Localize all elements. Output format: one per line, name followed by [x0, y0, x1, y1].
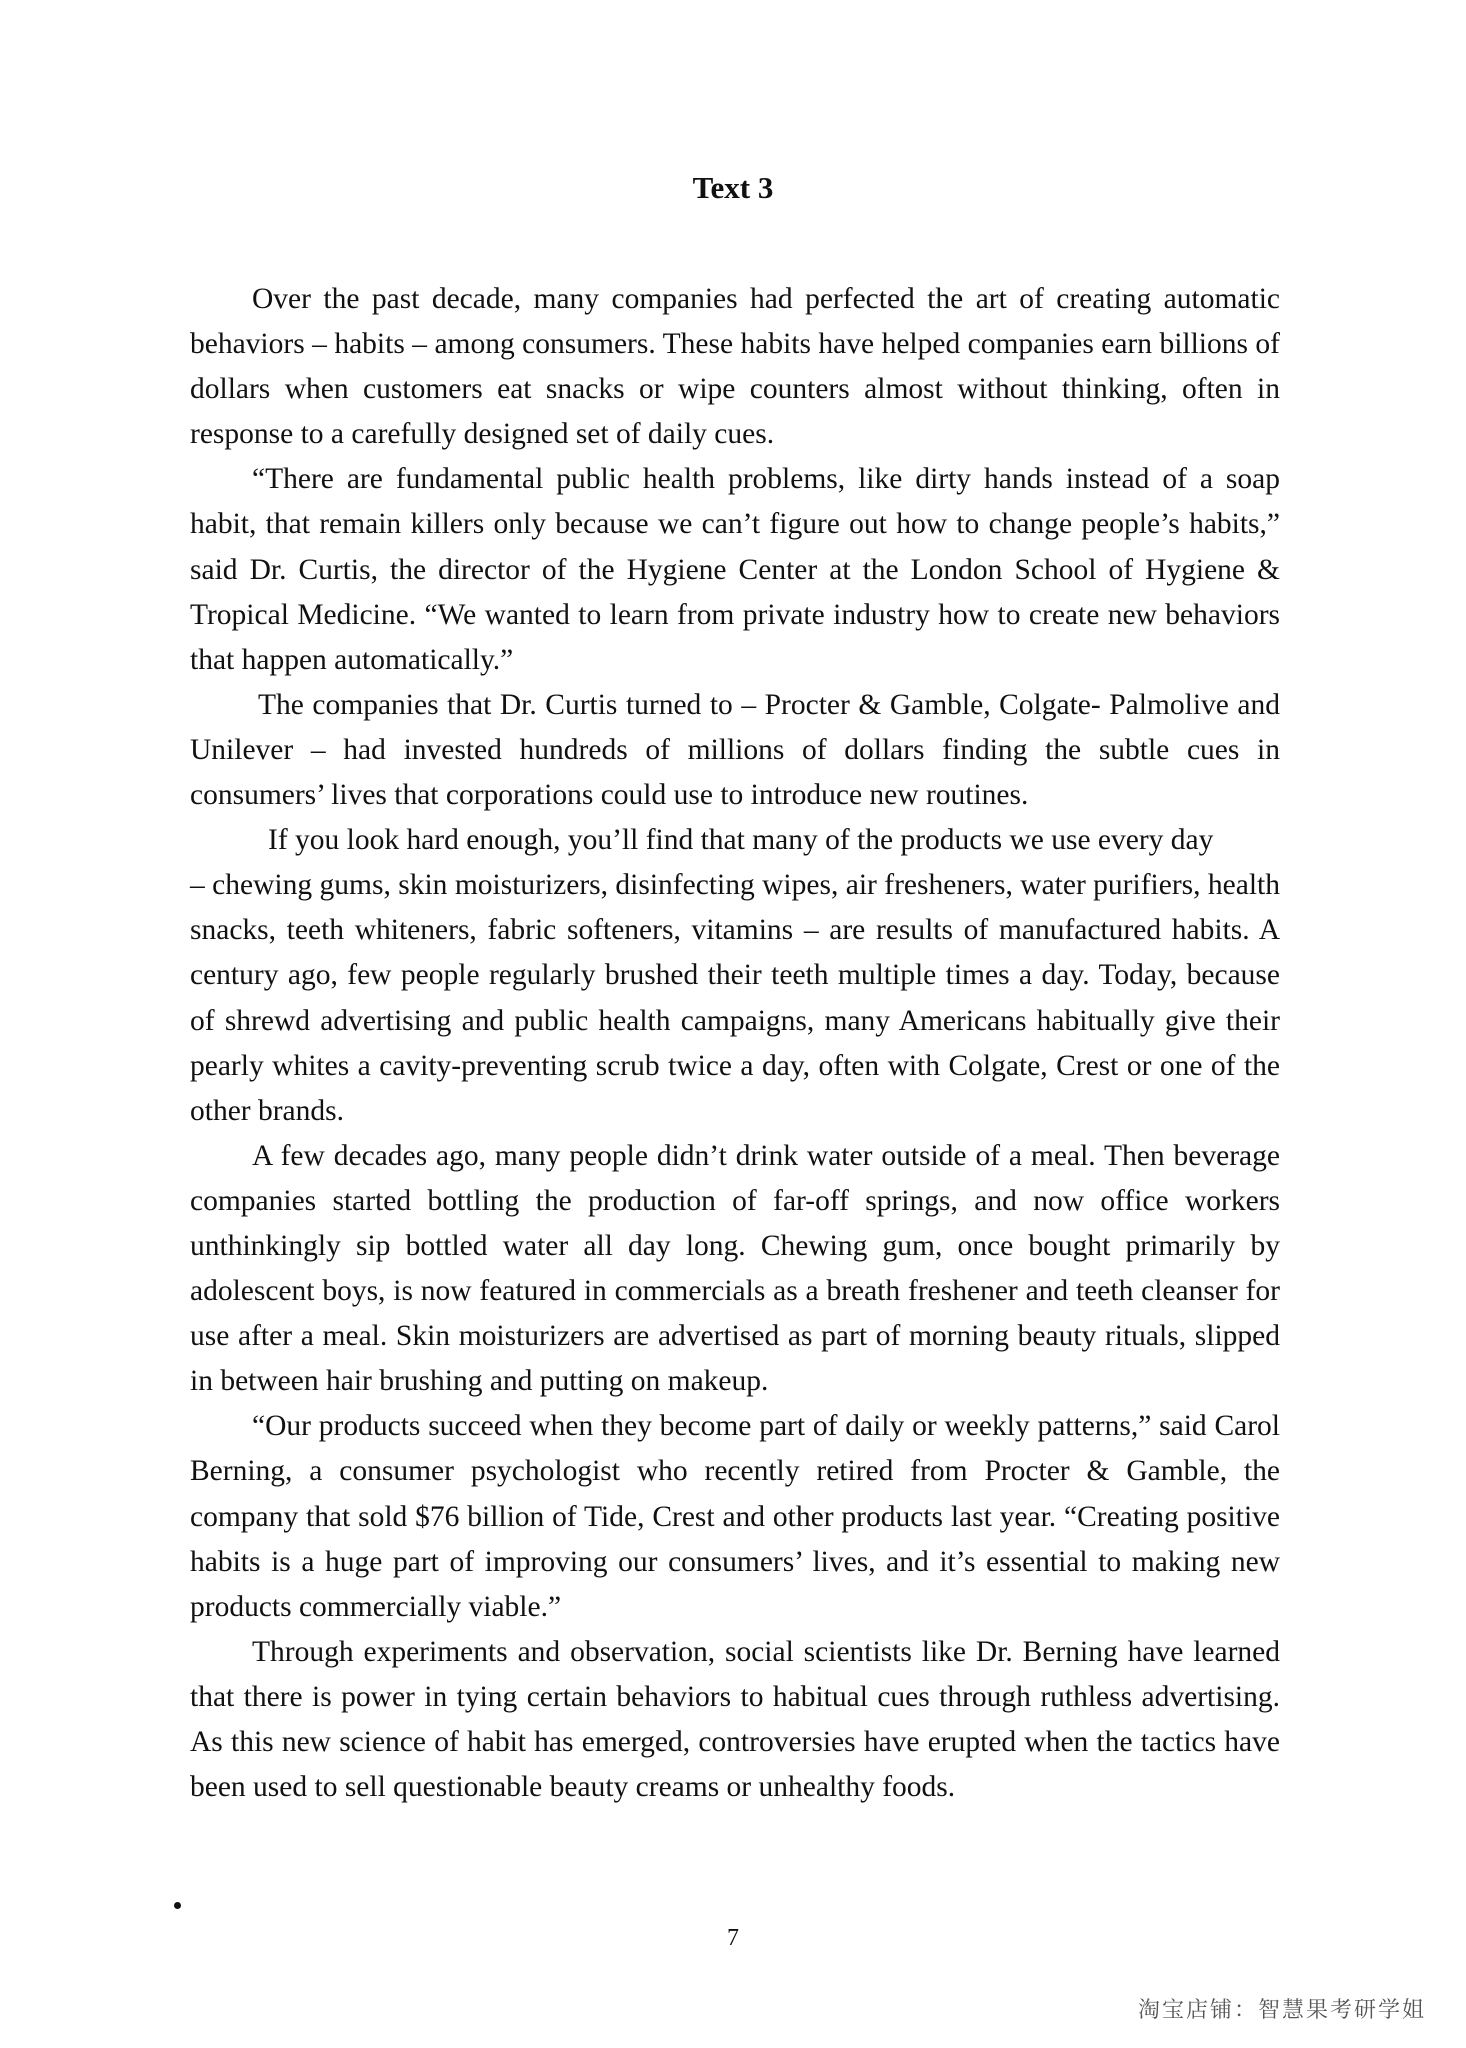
paragraph-3: The companies that Dr. Curtis turned to – Procter & Gamble, Colgate- Palmolive and Unilever – had invested hundreds of millions of dollars finding the subtle cues in consumers’ lives that corporations could use to introduce new routines.: [190, 688, 1280, 812]
paragraph-5: A few decades ago, many people didn’t drink water outside of a meal. Then beverage companies started bottling the production of far-off springs, and now office workers unthinkingly sip bottled water all day long. Chewing gum, once bought primarily by adolescent boys, is now featured in commercials as a breath freshener and teeth cleanser for use after a meal. Skin moisturizers are advertised as part of morning beauty rituals, slipped in between hair brushing and putting on makeup.: [190, 1139, 1280, 1398]
page-title: Text 3: [692, 170, 774, 205]
paragraph-6: “Our products succeed when they become part of daily or weekly patterns,” said Carol Berning, a consumer psychologist who recently retired from Procter & Gamble, the company that sold $76 billion of Tide, Crest and other products last year. “Creating positive habits is a huge part of improving our consumers’ lives, and it’s essential to making new products commercially viable.”: [190, 1410, 1280, 1623]
paragraph-4-lead: If you look hard enough, you’ll find that many of the products we use every day: [268, 824, 1214, 857]
page-number: 7: [727, 1925, 739, 1951]
stray-dot-mark: [174, 1902, 181, 1909]
paragraph-7: Through experiments and observation, social scientists like Dr. Berning have learned that there is power in tying certain behaviors to habitual cues through ruthless advertising. As this new science of habit has emerged, controversies have erupted when the tactics have been used to sell questionable beauty creams or unhealthy foods.: [190, 1635, 1280, 1804]
paragraph-2: “There are fundamental public health problems, like dirty hands instead of a soap habit, that remain killers only because we can’t figure out how to change people’s habits,” said Dr. Curtis, the director of the Hygiene Center at the London School of Hygiene & Tropical Medicine. “We wanted to learn from private industry how to create new behaviors that happen automatically.”: [190, 463, 1280, 676]
paragraph-1: Over the past decade, many companies had perfected the art of creating automatic behaviors – habits – among consumers. These habits have helped companies earn billions of dollars when customers eat snacks or wipe counters almost without thinking, often in response to a carefully designed set of daily cues.: [190, 283, 1280, 451]
store-watermark: 淘宝店铺：智慧果考研学姐: [1137, 1998, 1426, 2023]
article-body: [190, 277, 1280, 1810]
paragraph-4-continued: – chewing gums, skin moisturizers, disinfecting wipes, air fresheners, water purifiers, health snacks, teeth whiteners, fabric softeners, vitamins – are results of manufactured habits. A century ago, few people regularly brushed their teeth multiple times a day. Today, because of shrewd advertising and public health campaigns, many Americans habitually give their pearly whites a cavity-preventing scrub twice a day, often with Colgate, Crest or one of the other brands.: [190, 869, 1280, 1127]
